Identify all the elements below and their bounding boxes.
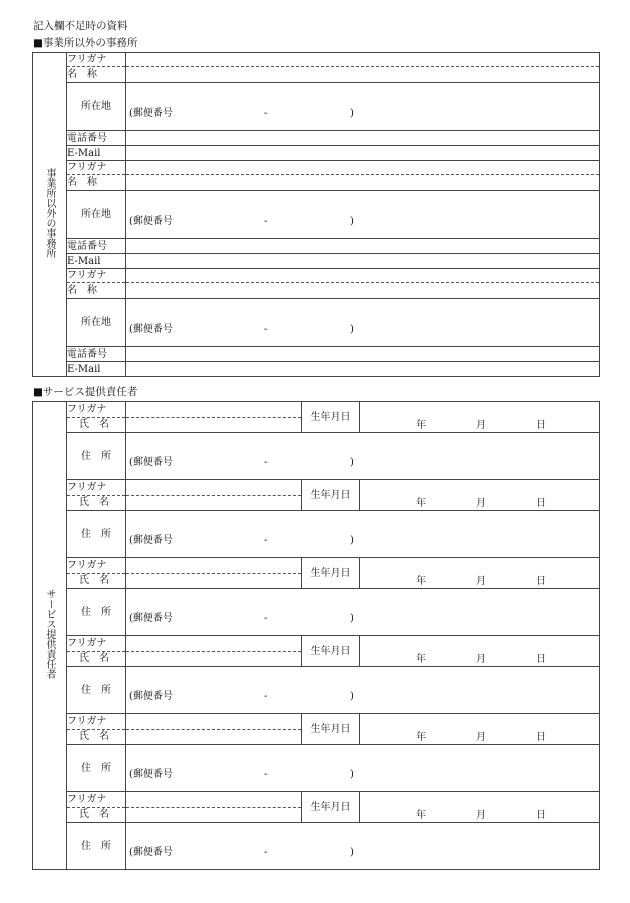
- postal-code-prefix: (郵便番号: [129, 613, 173, 624]
- month-label: 月: [476, 498, 486, 509]
- office-email-field[interactable]: [126, 254, 600, 269]
- manager-birthdate-field[interactable]: [360, 402, 600, 433]
- day-label: 日: [536, 654, 546, 665]
- manager-row-furigana: [33, 558, 600, 574]
- day-label: 日: [536, 420, 546, 431]
- office-row-name: [33, 283, 600, 299]
- day-label: 日: [536, 810, 546, 821]
- postal-code-close: ): [350, 323, 354, 335]
- office-row-furigana: [33, 53, 600, 67]
- offices-vertical-label: 事業所以外の事務所: [33, 53, 67, 377]
- office-row-phone: [33, 131, 600, 146]
- postal-code-close: ): [350, 613, 354, 624]
- year-label: 年: [416, 420, 426, 431]
- manager-furigana-field[interactable]: [126, 558, 302, 574]
- office-furigana-field[interactable]: [126, 161, 600, 175]
- manager-birthdate-label: 生年月日: [302, 792, 360, 823]
- manager-furigana-label: フリガナ: [67, 558, 126, 574]
- year-label: 年: [416, 654, 426, 665]
- manager-furigana-field[interactable]: [126, 792, 302, 808]
- postal-code-prefix: (郵便番号: [129, 769, 173, 780]
- day-label: 日: [536, 498, 546, 509]
- manager-birthdate-label: 生年月日: [302, 402, 360, 433]
- manager-birthdate-label: 生年月日: [302, 480, 360, 511]
- office-row-furigana: [33, 161, 600, 175]
- office-phone-label: 電話番号: [67, 347, 126, 362]
- manager-row-furigana: [33, 636, 600, 652]
- postal-code-prefix: (郵便番号: [129, 691, 173, 702]
- manager-furigana-field[interactable]: [126, 480, 302, 496]
- postal-code-dash: -: [264, 613, 268, 624]
- manager-address-field[interactable]: [126, 511, 600, 558]
- manager-birthdate-label: 生年月日: [302, 636, 360, 667]
- office-row-name: [33, 67, 600, 83]
- manager-address-label: 住 所: [67, 745, 126, 792]
- postal-code-dash: -: [264, 691, 268, 702]
- manager-birthdate-field[interactable]: [360, 792, 600, 823]
- month-label: 月: [476, 654, 486, 665]
- office-row-email: [33, 146, 600, 161]
- postal-code-prefix: (郵便番号: [129, 215, 173, 227]
- office-furigana-label: フリガナ: [67, 269, 126, 283]
- postal-code-dash: -: [264, 769, 268, 780]
- managers-vertical-label: サービス提供責任者: [33, 402, 67, 870]
- office-furigana-label: フリガナ: [67, 53, 126, 67]
- postal-code-dash: -: [264, 215, 268, 227]
- office-row-phone: [33, 347, 600, 362]
- manager-row-furigana: [33, 792, 600, 808]
- postal-code-dash: -: [264, 535, 268, 546]
- offices-table: [32, 52, 600, 377]
- postal-code-close: ): [350, 107, 354, 119]
- month-label: 月: [476, 420, 486, 431]
- manager-row-furigana: [33, 480, 600, 496]
- manager-address-field[interactable]: [126, 433, 600, 480]
- office-row-email: [33, 362, 600, 377]
- manager-furigana-label: フリガナ: [67, 402, 126, 418]
- office-address-label: 所在地: [67, 83, 126, 131]
- manager-address-label: 住 所: [67, 433, 126, 480]
- manager-row-furigana: [33, 714, 600, 730]
- manager-furigana-field[interactable]: [126, 714, 302, 730]
- postal-code-dash: -: [264, 847, 268, 858]
- manager-address-field[interactable]: [126, 823, 600, 870]
- office-phone-field[interactable]: [126, 239, 600, 254]
- office-phone-label: 電話番号: [67, 131, 126, 146]
- office-row-address: [33, 83, 600, 131]
- manager-furigana-label: フリガナ: [67, 636, 126, 652]
- office-name-label: 名 称: [67, 175, 126, 191]
- office-row-address: [33, 299, 600, 347]
- office-row-furigana: [33, 269, 600, 283]
- postal-code-dash: -: [264, 457, 268, 468]
- office-phone-field[interactable]: [126, 131, 600, 146]
- manager-name-label: 氏 名: [67, 495, 126, 511]
- manager-name-field[interactable]: [126, 807, 302, 823]
- section-heading-offices: ■事業所以外の事務所: [33, 37, 138, 49]
- manager-row-address: [33, 667, 600, 714]
- postal-code-prefix: (郵便番号: [129, 457, 173, 468]
- month-label: 月: [476, 576, 486, 587]
- office-address-field[interactable]: [126, 191, 600, 239]
- manager-address-label: 住 所: [67, 667, 126, 714]
- office-furigana-label: フリガナ: [67, 161, 126, 175]
- office-email-field[interactable]: [126, 146, 600, 161]
- office-row-phone: [33, 239, 600, 254]
- manager-name-field[interactable]: [126, 651, 302, 667]
- manager-name-label: 氏 名: [67, 729, 126, 745]
- manager-name-field[interactable]: [126, 573, 302, 589]
- office-name-field[interactable]: [126, 283, 600, 299]
- manager-name-field[interactable]: [126, 729, 302, 745]
- day-label: 日: [536, 576, 546, 587]
- postal-code-close: ): [350, 691, 354, 702]
- postal-code-prefix: (郵便番号: [129, 323, 173, 335]
- manager-address-field[interactable]: [126, 667, 600, 714]
- manager-furigana-field[interactable]: [126, 636, 302, 652]
- manager-birthdate-field[interactable]: [360, 558, 600, 589]
- manager-name-label: 氏 名: [67, 573, 126, 589]
- month-label: 月: [476, 810, 486, 821]
- manager-furigana-field[interactable]: [126, 402, 302, 418]
- managers-table: [32, 401, 600, 870]
- postal-code-close: ): [350, 847, 354, 858]
- office-row-email: [33, 254, 600, 269]
- office-address-label: 所在地: [67, 191, 126, 239]
- manager-row-address: [33, 433, 600, 480]
- manager-name-label: 氏 名: [67, 417, 126, 433]
- manager-name-label: 氏 名: [67, 651, 126, 667]
- manager-row-address: [33, 511, 600, 558]
- month-label: 月: [476, 732, 486, 743]
- year-label: 年: [416, 576, 426, 587]
- office-furigana-field[interactable]: [126, 269, 600, 283]
- manager-row-address: [33, 745, 600, 792]
- postal-code-close: ): [350, 215, 354, 227]
- manager-birthdate-field[interactable]: [360, 636, 600, 667]
- year-label: 年: [416, 498, 426, 509]
- office-phone-field[interactable]: [126, 347, 600, 362]
- postal-code-prefix: (郵便番号: [129, 535, 173, 546]
- manager-furigana-label: フリガナ: [67, 792, 126, 808]
- document-title: 記入欄不足時の資料: [33, 20, 128, 32]
- office-row-address: [33, 191, 600, 239]
- postal-code-prefix: (郵便番号: [129, 847, 173, 858]
- manager-address-label: 住 所: [67, 589, 126, 636]
- office-name-field[interactable]: [126, 175, 600, 191]
- manager-birthdate-label: 生年月日: [302, 714, 360, 745]
- manager-name-field[interactable]: [126, 417, 302, 433]
- manager-address-label: 住 所: [67, 823, 126, 870]
- manager-row-address: [33, 589, 600, 636]
- manager-row-furigana: [33, 402, 600, 418]
- office-address-label: 所在地: [67, 299, 126, 347]
- manager-birthdate-label: 生年月日: [302, 558, 360, 589]
- office-name-field[interactable]: [126, 67, 600, 83]
- section-heading-managers: ■サービス提供責任者: [33, 386, 138, 398]
- postal-code-prefix: (郵便番号: [129, 107, 173, 119]
- office-phone-label: 電話番号: [67, 239, 126, 254]
- office-email-label: E-Mail: [67, 254, 126, 269]
- office-name-label: 名 称: [67, 283, 126, 299]
- office-email-label: E-Mail: [67, 146, 126, 161]
- office-email-field[interactable]: [126, 362, 600, 377]
- manager-furigana-label: フリガナ: [67, 714, 126, 730]
- postal-code-close: ): [350, 535, 354, 546]
- office-name-label: 名 称: [67, 67, 126, 83]
- day-label: 日: [536, 732, 546, 743]
- office-row-name: [33, 175, 600, 191]
- manager-name-field[interactable]: [126, 495, 302, 511]
- manager-birthdate-field[interactable]: [360, 480, 600, 511]
- manager-address-label: 住 所: [67, 511, 126, 558]
- postal-code-dash: -: [264, 323, 268, 335]
- year-label: 年: [416, 732, 426, 743]
- manager-row-address: [33, 823, 600, 870]
- postal-code-close: ): [350, 769, 354, 780]
- manager-address-field[interactable]: [126, 745, 600, 792]
- manager-birthdate-field[interactable]: [360, 714, 600, 745]
- postal-code-close: ): [350, 457, 354, 468]
- office-furigana-field[interactable]: [126, 53, 600, 67]
- office-email-label: E-Mail: [67, 362, 126, 377]
- postal-code-dash: -: [264, 107, 268, 119]
- office-address-field[interactable]: [126, 299, 600, 347]
- office-address-field[interactable]: [126, 83, 600, 131]
- manager-address-field[interactable]: [126, 589, 600, 636]
- year-label: 年: [416, 810, 426, 821]
- manager-name-label: 氏 名: [67, 807, 126, 823]
- manager-furigana-label: フリガナ: [67, 480, 126, 496]
